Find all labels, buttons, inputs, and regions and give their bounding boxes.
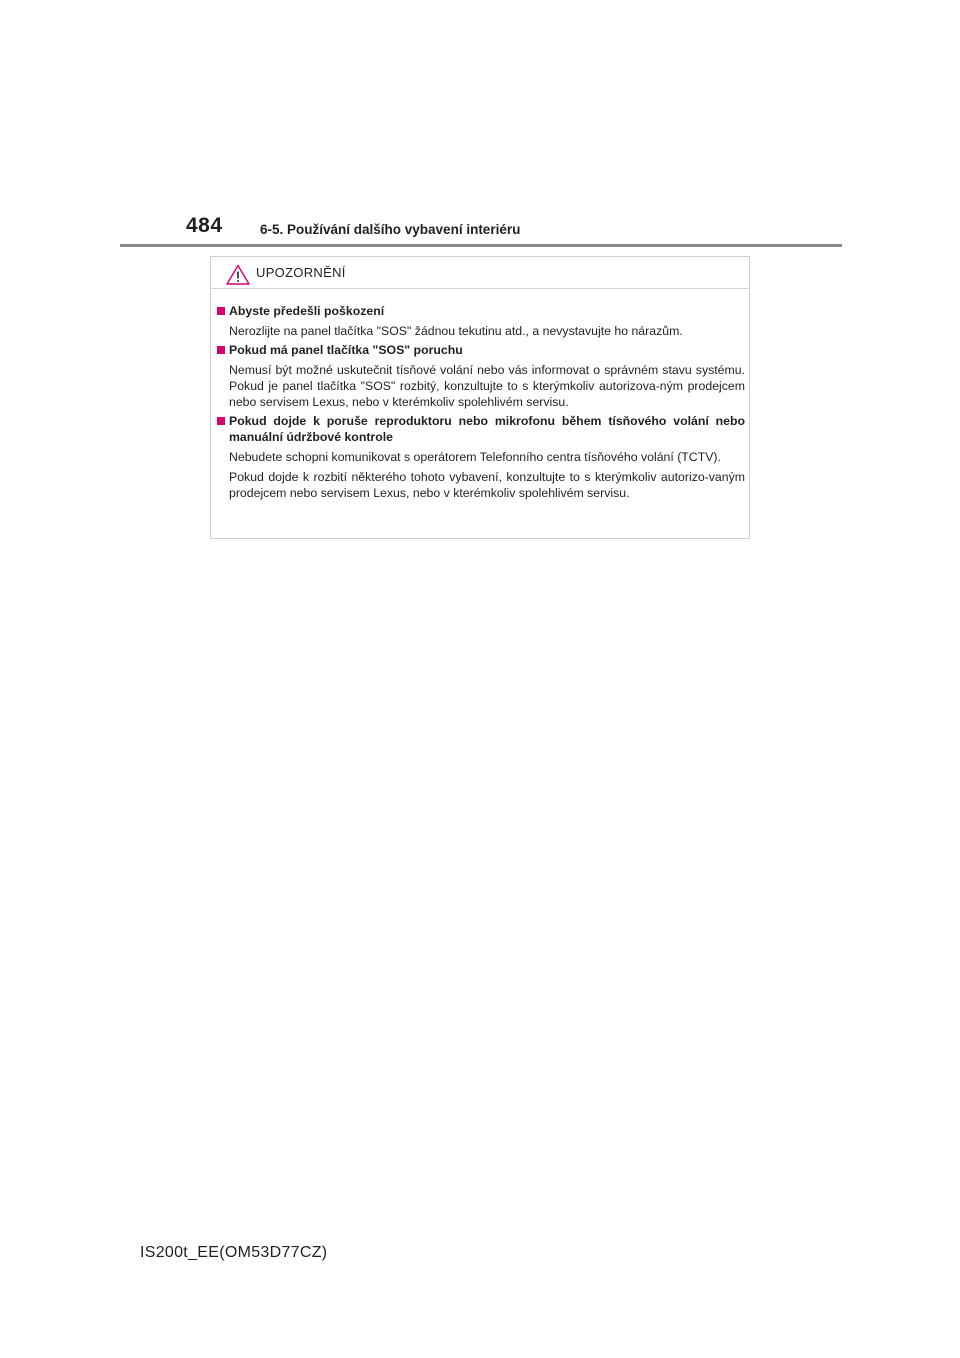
item-paragraph: Pokud dojde k rozbití některého tohoto vybavení, konzultujte to s kterýmkoliv autorizo-vaným prodejcem nebo servisem Lexus, nebo v kterémkoliv spolehlivém servisu. xyxy=(229,470,745,500)
header-rule xyxy=(120,244,842,247)
item-title xyxy=(217,342,745,358)
warning-triangle-icon xyxy=(226,264,250,285)
bullet-square-icon xyxy=(217,417,225,425)
item-title xyxy=(217,303,745,319)
warning-item xyxy=(217,303,745,339)
item-paragraph: Nemusí být možné uskutečnit tísňové volání nebo vás informovat o správném stavu systému. Pokud je panel tlačítka "SOS" rozbitý, konzultujte to s kterýmkoliv autorizova-ným prodejcem nebo servisem Lexus, nebo v kterémkoliv spolehlivém servisu. xyxy=(229,363,745,409)
page-number: 484 xyxy=(186,214,223,237)
warning-item xyxy=(217,342,745,410)
warning-box xyxy=(210,256,750,539)
item-title-text: Pokud má panel tlačítka "SOS" poruchu xyxy=(229,343,463,357)
warning-label: UPOZORNĚNÍ xyxy=(256,265,346,280)
item-title-text: Abyste předešli poškození xyxy=(229,304,385,318)
item-paragraph: Nebudete schopni komunikovat s operátorem Telefonního centra tísňového volání (TCTV). xyxy=(229,450,721,464)
item-title-text: Pokud dojde k poruše reproduktoru nebo mikrofonu během tísňového volání nebo manuální údržbové kontrole xyxy=(229,414,745,444)
bullet-square-icon xyxy=(217,346,225,354)
item-paragraph: Nerozlijte na panel tlačítka "SOS" žádnou tekutinu atd., a nevystavujte ho nárazům. xyxy=(229,324,683,338)
footer-code: IS200t_EE(OM53D77CZ) xyxy=(140,1244,328,1261)
section-title: 6-5. Používání dalšího vybavení interiéru xyxy=(260,222,521,237)
warning-header xyxy=(211,257,749,289)
warning-items xyxy=(217,303,745,504)
bullet-square-icon xyxy=(217,307,225,315)
warning-item xyxy=(217,413,745,501)
item-title xyxy=(217,413,745,445)
